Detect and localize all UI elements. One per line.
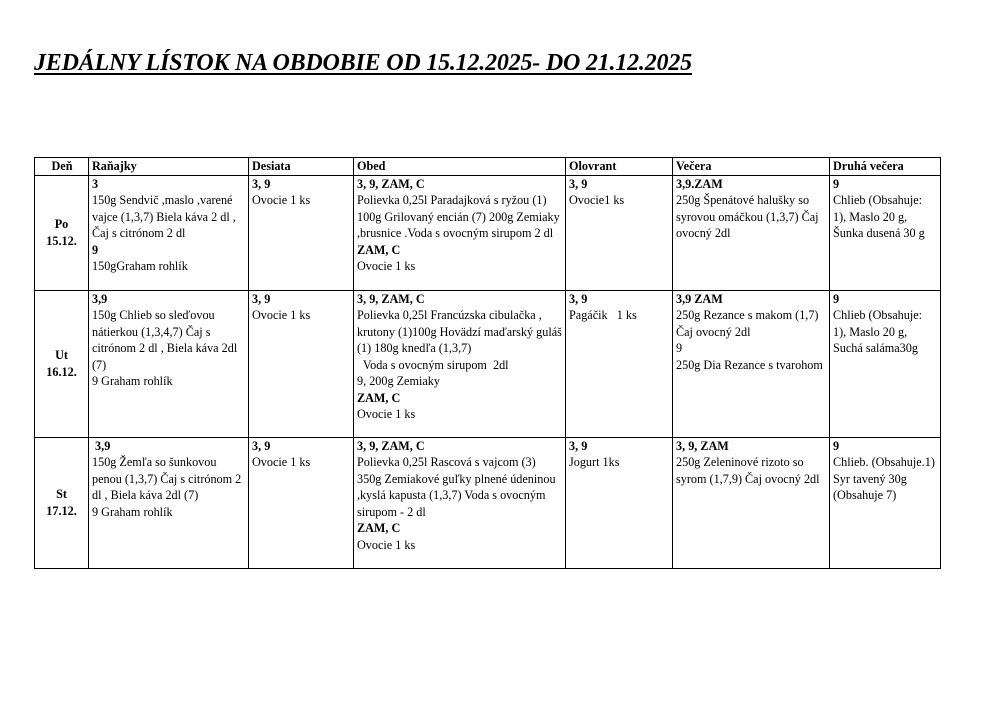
desiata-cell: [249, 175, 354, 290]
meal-text: Ovocie 1 ks: [252, 455, 311, 469]
allergen-codes: 9: [833, 291, 840, 306]
meal-text: Jogurt 1ks: [569, 455, 620, 469]
day-cell: [35, 290, 89, 437]
day-date: 17.12.: [46, 503, 77, 518]
table-row: [35, 437, 941, 568]
meal-text: Polievka 0,25l Paradajková s ryžou (1) 100g Grilovaný encián (7) 200g Zemiaky ,brusnice .Voda s ovocným sirupom 2 dl: [357, 193, 560, 240]
olovrant-cell: [566, 175, 673, 290]
allergen-codes: 3, 9, ZAM, C: [357, 291, 425, 306]
allergen-codes: 3,9.ZAM: [676, 176, 723, 191]
header-ranajky: Raňajky: [89, 158, 249, 176]
allergen-codes: 3, 9: [252, 438, 271, 453]
day-date: 15.12.: [46, 233, 77, 248]
allergen-codes: 3, 9, ZAM, C: [357, 176, 425, 191]
allergen-codes: 3: [92, 176, 99, 191]
meal-text: 150gGraham rohlík: [92, 259, 188, 273]
vecera-cell: [673, 437, 830, 568]
allergen-codes: 3, 9: [569, 438, 588, 453]
header-obed: Obed: [354, 158, 566, 176]
allergen-codes: 3,9 ZAM: [676, 291, 723, 306]
meal-text: 9 Graham rohlík: [92, 374, 173, 388]
allergen-codes: 3,9: [92, 438, 111, 453]
meal-text: Chlieb (Obsahuje: 1), Maslo 20 g, Suchá saláma30g: [833, 308, 923, 355]
meal-text: Ovocie1 ks: [569, 193, 625, 207]
obed-cell: [354, 437, 566, 568]
meal-text: Ovocie 1 ks: [252, 308, 311, 322]
meal-text: 150g Sendvič ,maslo ,varené vajce (1,3,7) Biela káva 2 dl , Čaj s citrónom 2 dl: [92, 193, 236, 240]
meal-text: 250g Zeleninové rizoto so syrom (1,7,9) Čaj ovocný 2dl: [676, 455, 820, 486]
day-name: St: [56, 487, 67, 501]
allergen-codes: 9: [92, 242, 99, 257]
header-den: Deň: [35, 158, 89, 176]
allergen-codes: ZAM, C: [357, 390, 401, 405]
desiata-cell: [249, 437, 354, 568]
meal-text: 250g Dia Rezance s tvarohom: [676, 357, 823, 372]
olovrant-cell: [566, 290, 673, 437]
olovrant-cell: [566, 437, 673, 568]
day-cell: [35, 437, 89, 568]
meal-text: Ovocie 1 ks: [357, 259, 416, 273]
page-title: JEDÁLNY LÍSTOK NA OBDOBIE OD 15.12.2025- DO 21.12.2025: [34, 50, 692, 76]
allergen-codes: 9: [833, 176, 840, 191]
day-name: Po: [54, 217, 69, 231]
header-row: [35, 158, 941, 176]
header-vecera: Večera: [673, 158, 830, 176]
table-row: [35, 175, 941, 290]
vecera-cell: [673, 175, 830, 290]
ranajky-cell: [89, 175, 249, 290]
allergen-codes: 3, 9: [569, 176, 588, 191]
allergen-codes: 3,9: [92, 291, 108, 306]
obed-cell: [354, 175, 566, 290]
meal-text: Polievka 0,25l Rascová s vajcom (3) 350g Zemiakové guľky plnené údeninou ,kyslá kapusta (1,3,7) Voda s ovocným sirupom - 2 dl: [357, 455, 556, 519]
allergen-codes: 3, 9: [252, 176, 271, 191]
meal-text: 9, 200g Zemiaky: [357, 374, 440, 388]
meal-text: 9 Graham rohlík: [92, 504, 173, 519]
druha-vecera-cell: [830, 437, 941, 568]
druha-vecera-cell: [830, 290, 941, 437]
meal-text: Chlieb. (Obsahuje.1) Syr tavený 30g (Obsahuje 7): [833, 455, 935, 502]
desiata-cell: [249, 290, 354, 437]
meal-text: Chlieb (Obsahuje: 1), Maslo 20 g, Šunka dusená 30 g: [833, 193, 925, 240]
meal-text: 150g Žemľa so šunkovou penou (1,3,7) Čaj s citrónom 2 dl , Biela káva 2dl (7): [92, 455, 242, 502]
allergen-codes: 3, 9: [569, 291, 588, 306]
allergen-codes: 9: [833, 438, 840, 453]
ranajky-cell: [89, 437, 249, 568]
meal-text: Ovocie 1 ks: [357, 407, 416, 421]
allergen-codes: ZAM, C: [357, 242, 401, 257]
meal-text: Pagáčik 1 ks: [569, 308, 637, 322]
header-druha-vecera: Druhá večera: [830, 158, 941, 176]
allergen-codes: 3, 9: [252, 291, 271, 306]
ranajky-cell: [89, 290, 249, 437]
day-date: 16.12.: [46, 364, 77, 379]
meal-text: Voda s ovocným sirupom 2dl: [357, 357, 509, 372]
obed-cell: [354, 290, 566, 437]
day-cell: [35, 175, 89, 290]
vecera-cell: [673, 290, 830, 437]
meal-text: Polievka 0,25l Francúzska cibulačka , krutony (1)100g Hovädzí maďarský guláš (1) 180g knedľa (1,3,7): [357, 308, 562, 355]
allergen-codes: ZAM, C: [357, 521, 401, 535]
meal-text: 9: [676, 341, 683, 355]
day-name: Ut: [55, 348, 68, 362]
meal-text: 250g Špenátové halušky so syrovou omáčkou (1,3,7) Čaj ovocný 2dl: [676, 193, 819, 240]
meal-text: Ovocie 1 ks: [252, 193, 311, 207]
allergen-codes: 3, 9, ZAM: [676, 438, 729, 453]
meal-text: 250g Rezance s makom (1,7) Čaj ovocný 2dl: [676, 308, 819, 339]
table-row: [35, 290, 941, 437]
menu-table: [34, 157, 941, 569]
druha-vecera-cell: [830, 175, 941, 290]
meal-text: 150g Chlieb so sleďovou nátierkou (1,3,4,7) Čaj s citrónom 2 dl , Biela káva 2dl (7): [92, 308, 238, 372]
header-olovrant: Olovrant: [566, 158, 673, 176]
meal-text: Ovocie 1 ks: [357, 537, 416, 552]
header-desiata: Desiata: [249, 158, 354, 176]
allergen-codes: 3, 9, ZAM, C: [357, 438, 425, 453]
